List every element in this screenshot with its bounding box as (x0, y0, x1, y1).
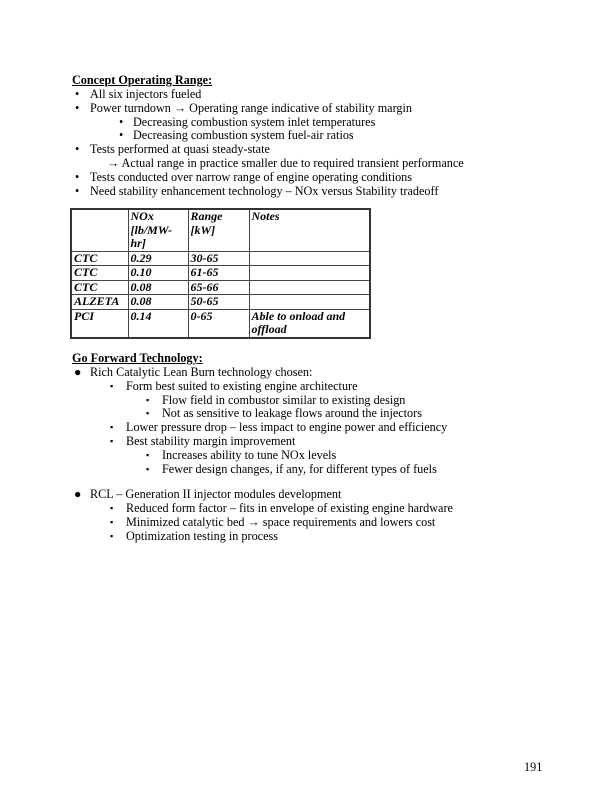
bullet-icon: • (75, 169, 80, 184)
list-item: RCL – Generation II injector modules development (90, 487, 342, 502)
list-item: Tests performed at quasi steady-state (90, 142, 270, 157)
table-cell: 0.08 (128, 280, 188, 295)
bullet-icon: ▪ (110, 436, 114, 446)
bullet-icon: • (75, 183, 80, 198)
table-header: NOx [lb/MW-hr] (128, 209, 188, 251)
table-row (71, 309, 370, 338)
list-item: Form best suited to existing engine architecture (126, 378, 358, 393)
list-item: Minimized catalytic bed → space requirements and lowers cost (126, 515, 436, 529)
table-row (71, 280, 370, 295)
table-header-row (71, 209, 370, 251)
nox-range-table (70, 208, 371, 339)
list-item: Decreasing combustion system fuel-air ratios (133, 128, 354, 143)
list-item: Flow field in combustor similar to existing design (162, 392, 406, 407)
table-row (71, 295, 370, 310)
list-item: Not as sensitive to leakage flows around the injectors (162, 406, 422, 421)
list-item: Tests conducted over narrow range of engine operating conditions (90, 169, 413, 184)
bullet-icon: ▪ (110, 517, 114, 527)
bullet-icon: • (119, 114, 124, 129)
table-header: Notes (249, 209, 370, 251)
list-item: Increases ability to tune NOx levels (162, 447, 337, 462)
list-item: Best stability margin improvement (126, 434, 296, 448)
table-cell: CTC (71, 280, 128, 295)
bullet-icon: ▪ (146, 449, 150, 460)
bullet-icon: ▪ (146, 408, 150, 419)
bullet-icon: • (75, 100, 80, 115)
bullet-icon: ● (74, 487, 82, 502)
table-cell: Able to onload and offload (249, 309, 370, 338)
bullet-icon: ● (74, 365, 82, 379)
table-cell: CTC (71, 266, 128, 281)
list-item: Decreasing combustion system inlet temperatures (133, 114, 376, 129)
section-title-concept-operating-range: Concept Operating Range: (72, 73, 213, 87)
page-number: 191 (524, 760, 543, 774)
list-item: Reduced form factor – fits in envelope of existing engine hardware (126, 501, 453, 516)
table-cell: 65-66 (188, 280, 249, 295)
bullet-icon: • (75, 87, 80, 101)
bullet-icon: • (119, 128, 124, 143)
table-cell: 61-65 (188, 266, 249, 281)
table-cell: 50-65 (188, 295, 249, 310)
table-cell (249, 295, 370, 310)
table-cell: 0.14 (128, 309, 188, 338)
list-item: Rich Catalytic Lean Burn technology chosen: (90, 365, 313, 379)
table-cell: 0.08 (128, 295, 188, 310)
table-cell: 0-65 (188, 309, 249, 338)
table-cell: 30-65 (188, 251, 249, 266)
table-header (71, 209, 128, 251)
table-cell (249, 266, 370, 281)
bullet-icon: • (75, 142, 80, 157)
table-header: Range [kW] (188, 209, 249, 251)
bullet-icon: ▪ (110, 380, 114, 391)
bullet-icon: ▪ (146, 463, 150, 474)
table-cell: CTC (71, 251, 128, 266)
table-cell: 0.10 (128, 266, 188, 281)
bullet-icon: ▪ (146, 394, 150, 405)
bullet-icon: ▪ (110, 422, 114, 433)
list-item: Fewer design changes, if any, for different types of fuels (162, 461, 437, 476)
list-item: Optimization testing in process (126, 528, 278, 543)
list-item: Lower pressure drop – less impact to engine power and efficiency (126, 420, 448, 435)
table-cell: 0.29 (128, 251, 188, 266)
list-item: → Actual range in practice smaller due to required transient performance (107, 156, 464, 170)
table-row (71, 266, 370, 281)
table-cell: ALZETA (71, 295, 128, 310)
list-item: Need stability enhancement technology – NOx versus Stability tradeoff (90, 183, 439, 198)
list-item: Power turndown → Operating range indicative of stability margin (90, 100, 412, 115)
table-row (71, 251, 370, 266)
table-cell (249, 251, 370, 266)
table-cell: PCI (71, 309, 128, 338)
bullet-icon: ▪ (110, 503, 114, 514)
bullet-icon: ▪ (110, 530, 114, 541)
table-cell (249, 280, 370, 295)
section-title-go-forward-technology: Go Forward Technology: (72, 351, 203, 365)
list-item: All six injectors fueled (90, 87, 202, 101)
